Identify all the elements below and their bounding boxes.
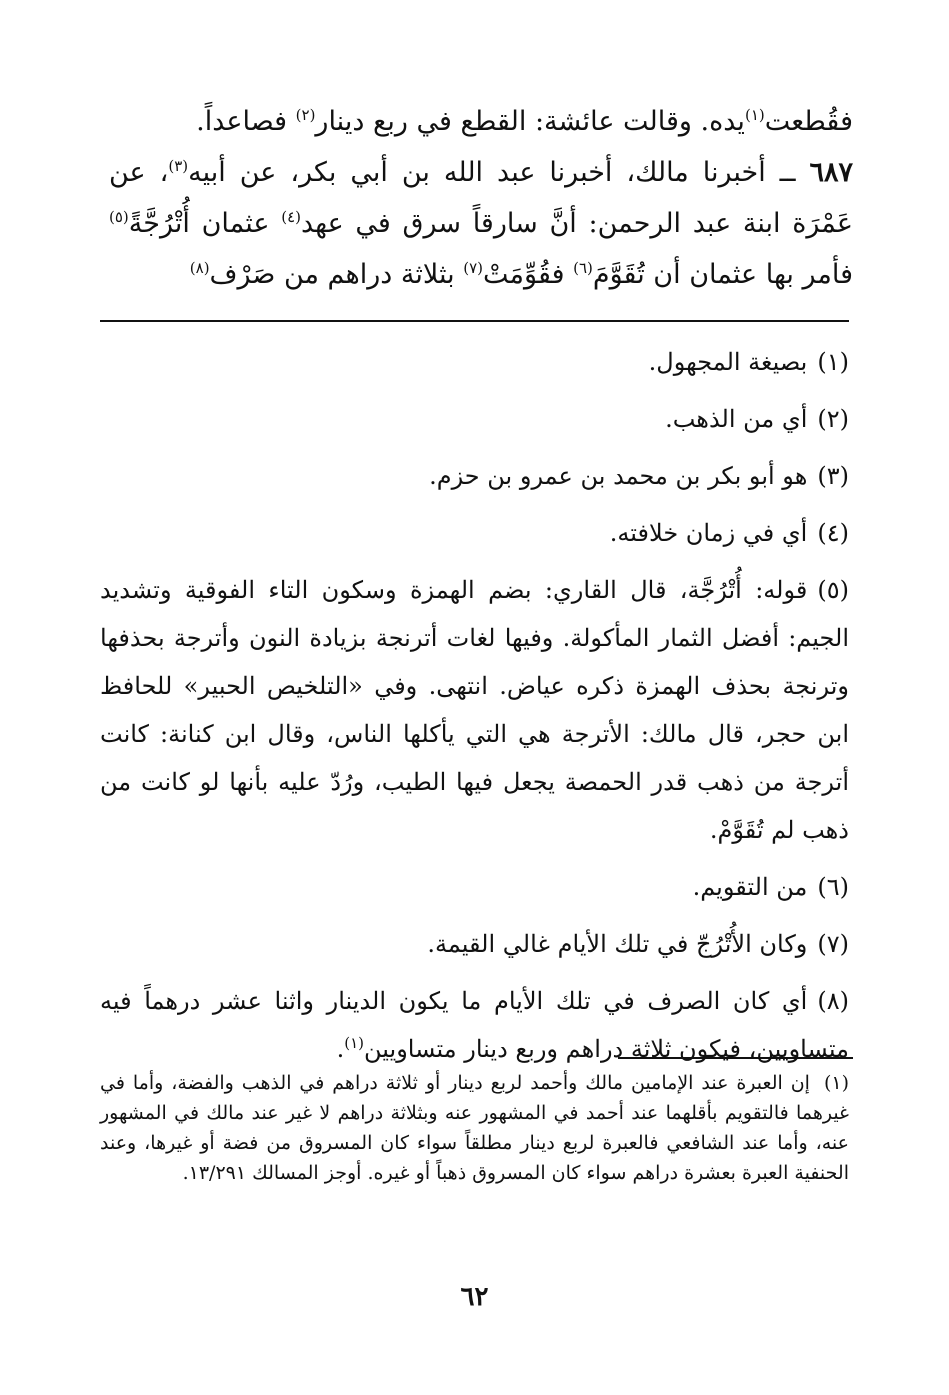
footnote-ref-3: (٣) — [168, 157, 189, 175]
notes-section — [100, 338, 849, 1082]
note-1 — [100, 338, 849, 386]
note-text: أي في زمان خلافته. — [609, 519, 808, 547]
text-run: فقُوِّمَتْ — [483, 259, 574, 290]
note-text: بصيغة المجهول. — [648, 348, 808, 376]
note-number: (٥) — [817, 576, 849, 604]
text-run: يده. وقالت عائشة: القطع في ربع دينار — [315, 106, 745, 137]
note-5 — [100, 566, 849, 854]
footnote-ref-8: (٨) — [189, 259, 210, 277]
text-run: ، عن عَمْرَة ابنة عبد الرحمن: أنَّ سارقاً سرق في عهد — [109, 157, 853, 239]
footnote-ref-6: (٦) — [573, 259, 593, 277]
text-run: بثلاثة دراهم من صَرْف — [209, 259, 464, 290]
note-text-end: . — [336, 1035, 345, 1063]
note-6 — [100, 863, 849, 911]
footnote-1 — [100, 1068, 849, 1188]
hadith-number: ٦٨٧ — [809, 157, 853, 188]
hadith-paragraph — [109, 147, 853, 300]
footnote-separator — [618, 1057, 853, 1059]
note-number: (٦) — [817, 873, 849, 901]
footnote-ref-4: (٤) — [281, 208, 301, 226]
footnote-ref-7: (٧) — [463, 259, 484, 277]
note-number: (٣) — [817, 462, 849, 490]
text-run: فأمر بها عثمان أن تُقَوَّمَ — [592, 259, 853, 290]
text-run: فصاعداً. — [196, 106, 296, 137]
text-run: عثمان أُتْرُجَّةً — [128, 208, 282, 239]
footnote-ref-1: (١) — [744, 106, 765, 124]
note-text: أي كان الصرف في تلك الأيام ما يكون الدينار واثنا عشر درهماً فيه متساويين، فيكون ثلاثة دراهم وربع دينار متساويين — [100, 987, 849, 1063]
footnote-number: (١) — [823, 1072, 849, 1094]
note-number: (٧) — [817, 930, 849, 958]
footnote-ref-5: (٥) — [109, 208, 129, 226]
note-number: (١) — [817, 348, 849, 376]
note-number: (٤) — [817, 519, 849, 547]
main-paragraph-1 — [109, 96, 853, 147]
footnote-section — [100, 1068, 849, 1188]
footnote-text: إن العبرة عند الإمامين مالك وأحمد لربع دينار أو ثلاثة دراهم في الذهب والفضة، وأما في غيرهما فالتقويم بأقلهما عند أحمد في المشهور عنه وبثلاثة دراهم لا غير عند مالك في المشهور عنه، وأما عند الشافعي فالعبرة لربع دينار مطلقاً سواء كان المسروق من فضة أو غيرها، وعند الحنفية العبرة بعشرة دراهم سواء كان المسروق ذهباً أو غيره. أوجز المسالك ١٣/٢٩١. — [100, 1072, 849, 1184]
note-text: من التقويم. — [692, 873, 808, 901]
note-text: أي من الذهب. — [665, 405, 808, 433]
note-3 — [100, 452, 849, 500]
note-number: (٢) — [817, 405, 849, 433]
note-text: قوله: أُتْرُجَّة، قال القاري: بضم الهمزة وسكون التاء الفوقية وتشديد الجيم: أفضل الثمار المأكولة. وفيها لغات أترنجة بزيادة النون وأترجة بحذفها وترنجة بحذف الهمزة ذكره عياض. انتهى. وفي «التلخيص الحبير» للحافظ ابن حجر، قال مالك: الأترجة هي التي يأكلها الناس، وقال ابن كنانة: كانت أترجة من ذهب قدر الحمصة يجعل فيها الطيب، ورُدّ عليه بأنها لو كانت من ذهب لم تُقَوَّمْ. — [100, 576, 849, 844]
main-text — [109, 96, 853, 300]
note-text: وكان الأُتْرُجّ في تلك الأيام غالي القيمة. — [427, 930, 808, 958]
note-text: هو أبو بكر بن محمد بن عمرو بن حزم. — [429, 462, 808, 490]
note-7 — [100, 920, 849, 968]
note-4 — [100, 509, 849, 557]
page-number: ٦٢ — [460, 1282, 489, 1312]
footnote-ref-sub-1: (١) — [344, 1034, 365, 1052]
note-number: (٨) — [817, 987, 849, 1015]
text-run: ــ أخبرنا مالك، أخبرنا عبد الله بن أبي بكر، عن أبيه — [188, 157, 810, 188]
notes-separator — [100, 320, 849, 322]
footnote-ref-2: (٢) — [295, 106, 316, 124]
note-2 — [100, 395, 849, 443]
text-run: فقُطعت — [764, 106, 853, 137]
